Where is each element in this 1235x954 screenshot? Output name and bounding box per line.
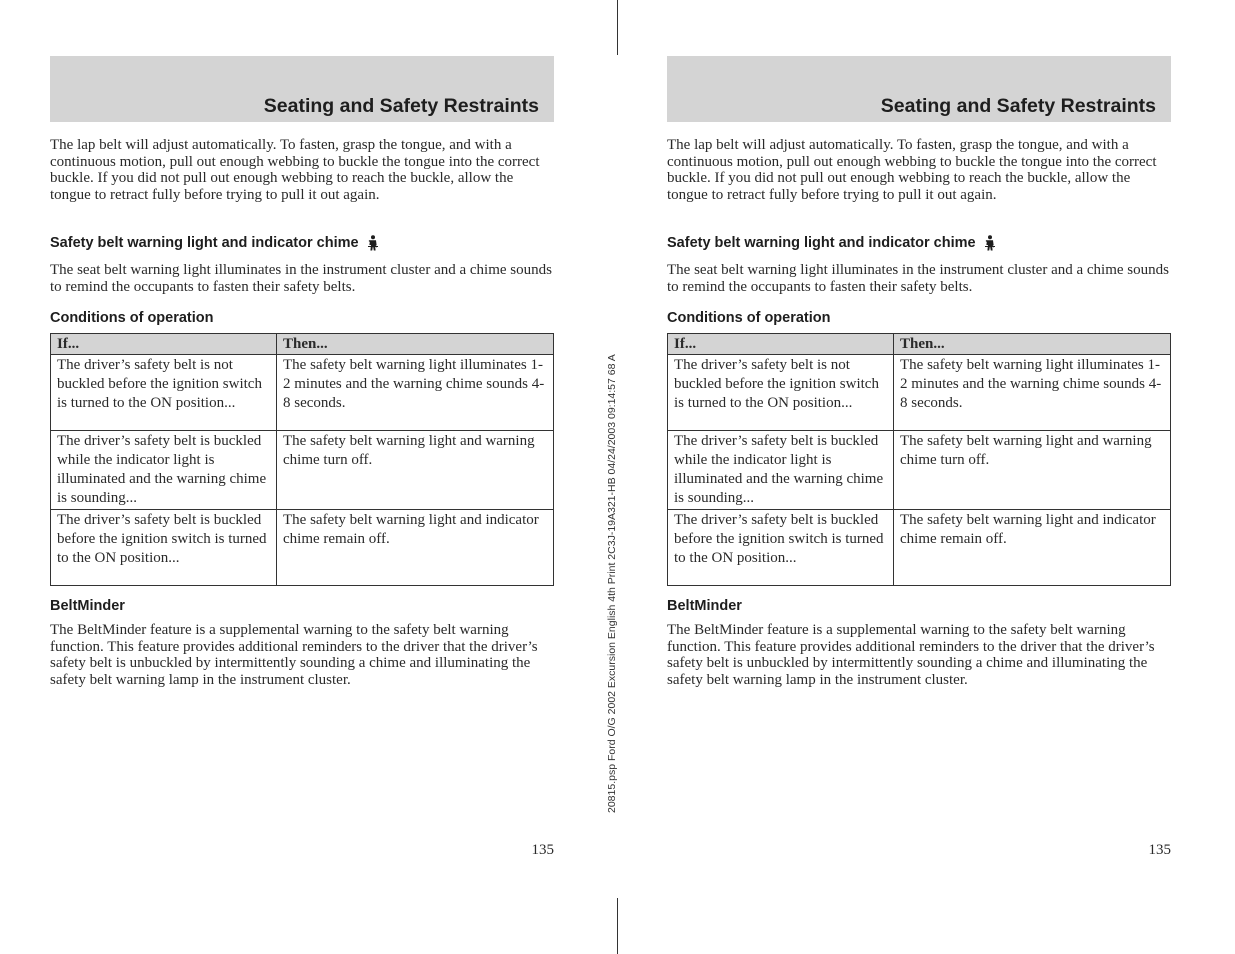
section-title: Seating and Safety Restraints [263,95,539,117]
table-header-if: If... [668,334,894,355]
chime-heading-text: Safety belt warning light and indicator chime [50,235,359,251]
page-number: 135 [1148,842,1171,858]
page-right [667,0,1171,954]
beltminder-heading: BeltMinder [50,598,125,614]
crop-mark-top [617,0,618,55]
table-row [668,355,1171,431]
table-cell: The driver’s safety belt is not buckled before the ignition switch is turned to the ON position... [51,355,277,431]
table-header-then: Then... [277,334,554,355]
warning-light-paragraph: The seat belt warning light illuminates in the instrument cluster and a chime sounds to remind the occupants to fasten their safety belts. [667,262,1169,295]
page-number: 135 [531,842,554,858]
table-cell: The safety belt warning light and warning chime turn off. [277,431,554,510]
crop-mark-bottom [617,898,618,954]
section-header [50,56,554,122]
warning-light-paragraph: The seat belt warning light illuminates in the instrument cluster and a chime sounds to remind the occupants to fasten their safety belts. [50,262,552,295]
table-header-then: Then... [894,334,1171,355]
table-cell: The safety belt warning light and indicator chime remain off. [277,510,554,586]
conditions-heading: Conditions of operation [50,310,214,326]
chime-heading-text: Safety belt warning light and indicator chime [667,235,976,251]
section-title: Seating and Safety Restraints [880,95,1156,117]
beltminder-paragraph: The BeltMinder feature is a supplemental warning to the safety belt warning function. This feature provides additional reminders to the driver that the driver’s safety belt is unbuckled by intermittently sounding a chime and illuminating the safety belt warning lamp in the instrument cluster. [50,622,538,688]
table-header-if: If... [51,334,277,355]
lap-belt-paragraph: The lap belt will adjust automatically. To fasten, grasp the tongue, and with a continuous motion, pull out enough webbing to buckle the tongue into the correct buckle. If you did not pull out enough webbing to reach the buckle, allow the tongue to retract fully before trying to pull it out again. [50,137,540,203]
conditions-table [667,333,1171,586]
beltminder-paragraph: The BeltMinder feature is a supplemental warning to the safety belt warning function. This feature provides additional reminders to the driver that the driver’s safety belt is unbuckled by intermittently sounding a chime and illuminating the safety belt warning lamp in the instrument cluster. [667,622,1155,688]
table-header-row [668,334,1171,355]
table-row [51,431,554,510]
table-cell: The driver’s safety belt is buckled before the ignition switch is turned to the ON position... [51,510,277,586]
seatbelt-person-icon [367,235,379,251]
table-row [668,431,1171,510]
table-cell: The driver’s safety belt is not buckled before the ignition switch is turned to the ON position... [668,355,894,431]
table-header-row [51,334,554,355]
table-cell: The driver’s safety belt is buckled while the indicator light is illuminated and the warning chime is sounding... [668,431,894,510]
table-row [51,510,554,586]
seatbelt-person-icon [984,235,996,251]
table-cell: The safety belt warning light illuminates 1-2 minutes and the warning chime sounds 4-8 seconds. [894,355,1171,431]
chime-heading [667,235,996,251]
table-cell: The driver’s safety belt is buckled while the indicator light is illuminated and the warning chime is sounding... [51,431,277,510]
lap-belt-paragraph: The lap belt will adjust automatically. To fasten, grasp the tongue, and with a continuous motion, pull out enough webbing to buckle the tongue into the correct buckle. If you did not pull out enough webbing to reach the buckle, allow the tongue to retract fully before trying to pull it out again. [667,137,1157,203]
table-cell: The safety belt warning light illuminates 1-2 minutes and the warning chime sounds 4-8 seconds. [277,355,554,431]
table-row [51,355,554,431]
table-cell: The safety belt warning light and warning chime turn off. [894,431,1171,510]
print-slug: 20815.psp Ford O/G 2002 Excursion English 4th Print 2C3J-19A321-HB 04/24/2003 09:14:57 68 A [606,354,618,813]
chime-heading [50,235,379,251]
table-cell: The driver’s safety belt is buckled before the ignition switch is turned to the ON position... [668,510,894,586]
beltminder-heading: BeltMinder [667,598,742,614]
table-cell: The safety belt warning light and indicator chime remain off. [894,510,1171,586]
table-row [668,510,1171,586]
conditions-table [50,333,554,586]
conditions-heading: Conditions of operation [667,310,831,326]
section-header [667,56,1171,122]
page-left [50,0,554,954]
